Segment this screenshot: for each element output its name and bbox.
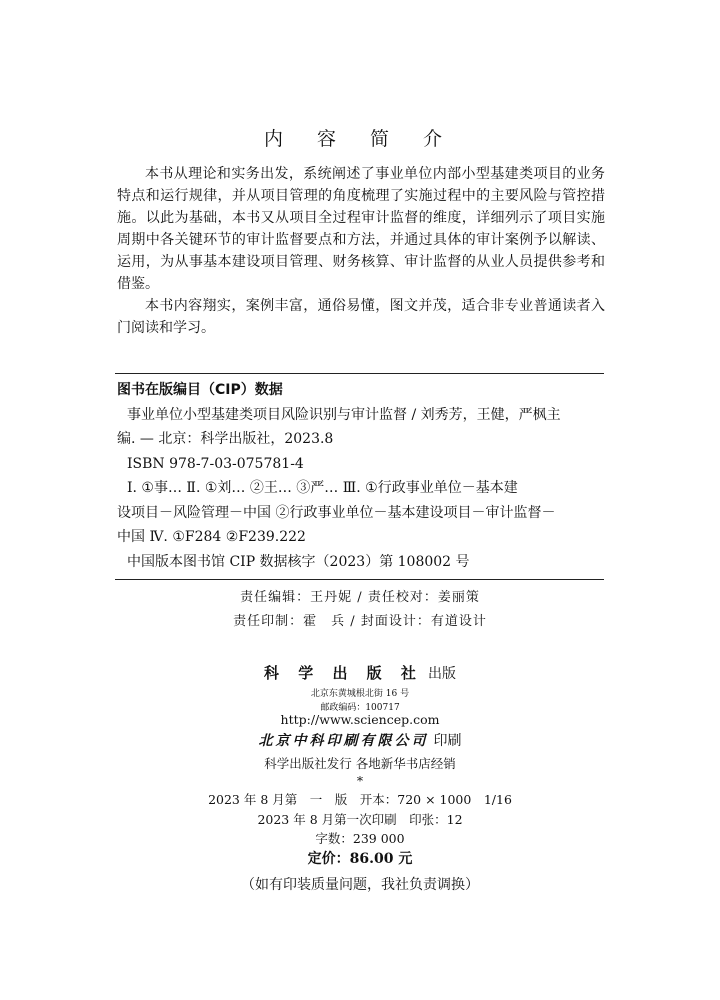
distribution: 科学出版社发行 各地新华书店经销	[264, 756, 456, 771]
printer-suffix: 印刷	[433, 733, 462, 749]
edition-info: 2023 年 8 月第 一 版 开本：720 × 1000 1/16	[208, 792, 512, 807]
publisher-suffix: 出版	[427, 666, 456, 682]
cip-block	[117, 378, 604, 574]
publisher-url: http://www.sciencep.com	[280, 712, 440, 727]
printer-name: 北京中科印刷有限公司	[258, 733, 429, 749]
cip-number: 中国版本图书馆 CIP 数据核字（2023）第 108002 号	[127, 553, 470, 570]
publisher-address: 北京东黄城根北街 16 号	[310, 689, 410, 699]
publisher-postcode: 邮政编码：100717	[320, 703, 400, 713]
cip-heading: 图书在版编目（CIP）数据	[117, 382, 283, 398]
publisher-name: 科 学 出 版 社	[264, 664, 423, 682]
printing-info: 2023 年 8 月第一次印刷 印张：12	[257, 812, 463, 827]
summary-paragraph: 本书从理论和实务出发，系统阐述了事业单位内部小型基建类项目的业务特点和运行规律，并从项目管理的角度梳理了实施过程中的主要风险与管控措施。以此为基础，本书又从项目全过程审计监督的维度，详细列示了项目实施周期中各关键环节的审计监督要点和方法，并通过具体的审计案例予以解读、运用，为从事基本建设项目管理、财务核算、审计监督的从业人员提供参考和借鉴。	[117, 166, 605, 292]
summary-title: 内 容 简 介	[263, 128, 457, 150]
credits-editors: 责任编辑：王丹妮 / 责任校对：姜丽策	[240, 590, 480, 605]
cip-classification-line: Ⅰ. ①事… Ⅱ. ①刘… ②王… ③严… Ⅲ. ①行政事业单位－基本建	[127, 480, 518, 496]
separator-star: *	[356, 773, 364, 788]
cip-isbn: ISBN 978-7-03-075781-4	[127, 455, 304, 472]
summary-body	[117, 163, 605, 339]
cip-classification-line: 中国 Ⅳ. ①F284 ②F239.222	[117, 529, 306, 545]
cip-title-line: 编. — 北京：科学出版社，2023.8	[117, 431, 334, 447]
price: 定价：86.00 元	[307, 851, 413, 867]
cip-title-line: 事业单位小型基建类项目风险识别与审计监督 / 刘秀芳，王健，严枫主	[127, 406, 561, 423]
word-count: 字数：239 000	[315, 831, 405, 846]
publisher-line	[0, 662, 720, 683]
cip-bottom-rule	[115, 579, 604, 580]
cip-top-rule	[115, 373, 604, 374]
quality-notice: （如有印装质量问题，我社负责调换）	[241, 877, 479, 893]
printer-line	[0, 730, 720, 750]
summary-paragraph: 本书内容翔实，案例丰富，通俗易懂，图文并茂，适合非专业普通读者入门阅读和学习。	[117, 298, 605, 336]
cip-classification-line: 设项目－风险管理－中国 ②行政事业单位－基本建设项目－审计监督－	[117, 504, 556, 521]
credits-production: 责任印制：霍 兵 / 封面设计：有道设计	[233, 614, 487, 629]
